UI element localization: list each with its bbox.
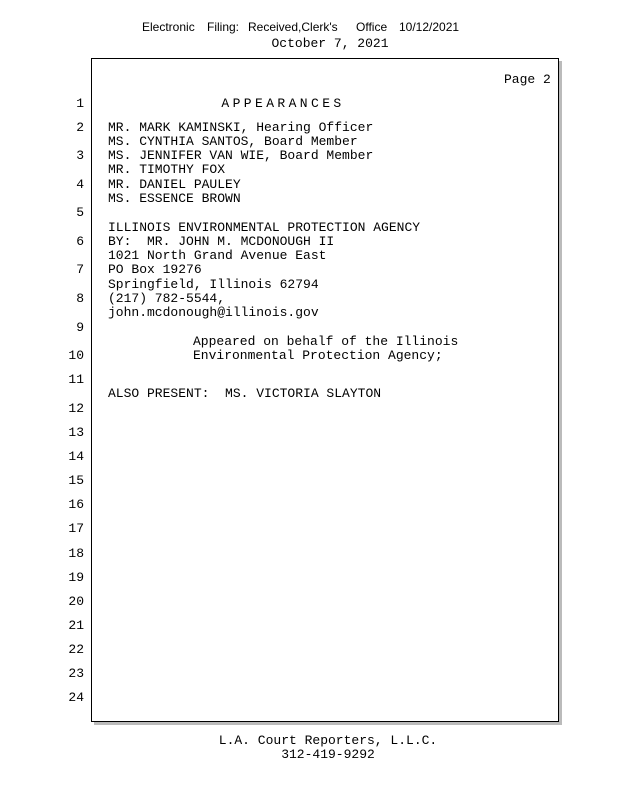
board-line: MS. ESSENCE BROWN	[108, 191, 241, 206]
agency-line: Springfield, Illinois 62794	[108, 277, 319, 292]
line-number: 23	[68, 666, 84, 681]
line-number: 10	[68, 348, 84, 363]
footer-company: L.A. Court Reporters, L.L.C.	[218, 733, 438, 748]
agency-line: BY: MR. JOHN M. MCDONOUGH II	[108, 234, 335, 249]
filing-electronic: Electronic	[142, 20, 195, 34]
line-number: 2	[76, 120, 84, 135]
line-number: 9	[76, 320, 84, 335]
behalf-line: Environmental Protection Agency;	[193, 348, 443, 363]
line-number: 18	[68, 546, 84, 561]
agency-line: john.mcdonough@illinois.gov	[108, 305, 319, 320]
filing-label: Filing:	[207, 20, 240, 34]
line-number: 5	[76, 205, 84, 220]
board-line: MR. DANIEL PAULEY	[108, 177, 241, 192]
agency-line: ILLINOIS ENVIRONMENTAL PROTECTION AGENCY	[108, 220, 421, 235]
line-number: 14	[68, 449, 84, 464]
filing-date: 10/12/2021	[399, 20, 460, 34]
line-number: 20	[68, 594, 84, 609]
page-number: Page 2	[504, 72, 551, 87]
also-present: ALSO PRESENT: MS. VICTORIA SLAYTON	[108, 386, 382, 401]
agency-line: PO Box 19276	[108, 262, 202, 277]
line-number: 15	[68, 473, 84, 488]
line-number: 6	[76, 234, 84, 249]
line-number: 17	[68, 521, 84, 536]
filing-office: Office	[356, 20, 388, 34]
line-number: 22	[68, 642, 84, 657]
line-number: 16	[68, 497, 84, 512]
line-number: 24	[68, 690, 84, 705]
agency-line: (217) 782-5544,	[108, 291, 226, 306]
board-line: MS. CYNTHIA SANTOS, Board Member	[108, 134, 358, 149]
filing-received: Received,Clerk's	[248, 20, 338, 34]
line-number: 4	[76, 177, 84, 192]
line-number: 11	[68, 372, 84, 387]
hearing-date: October 7, 2021	[271, 36, 389, 51]
behalf-line: Appeared on behalf of the Illinois	[193, 334, 459, 349]
agency-line: 1021 North Grand Avenue East	[108, 248, 327, 263]
line-number: 13	[68, 425, 84, 440]
line-number: 19	[68, 570, 84, 585]
board-line: MR. MARK KAMINSKI, Hearing Officer	[108, 120, 374, 135]
footer-phone: 312-419-9292	[281, 747, 375, 762]
line-number: 1	[76, 96, 84, 111]
appearances-title: APPEARANCES	[221, 96, 345, 111]
line-number: 7	[76, 262, 84, 277]
line-number: 21	[68, 618, 84, 633]
board-line: MS. JENNIFER VAN WIE, Board Member	[108, 148, 374, 163]
line-number: 12	[68, 401, 84, 416]
line-number: 8	[76, 291, 84, 306]
board-line: MR. TIMOTHY FOX	[108, 162, 226, 177]
line-number: 3	[76, 148, 84, 163]
